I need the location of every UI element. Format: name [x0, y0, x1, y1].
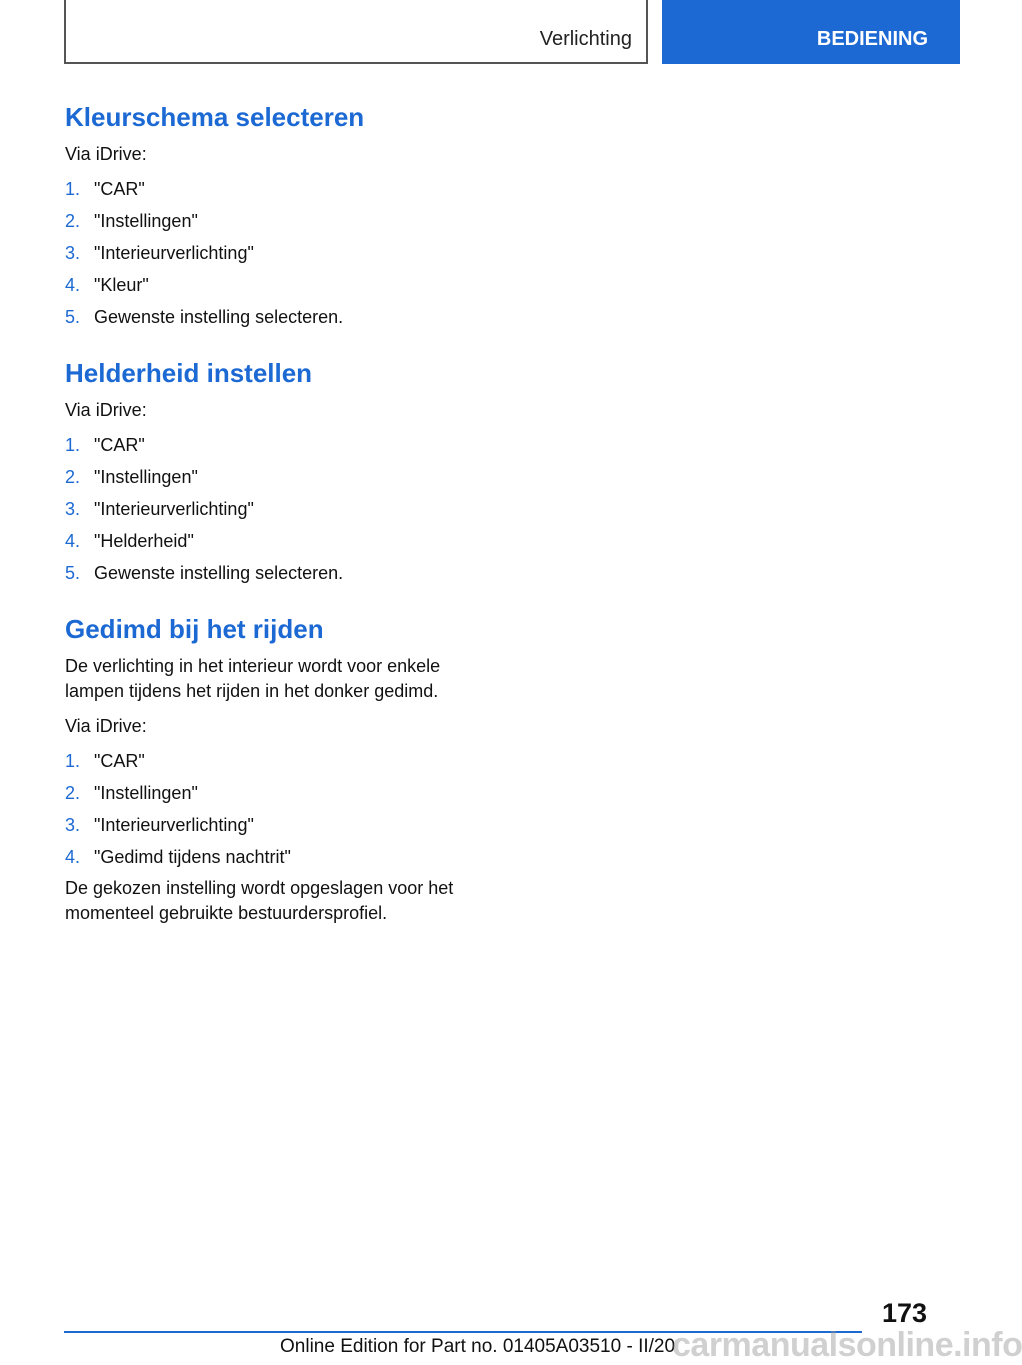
list-item [65, 305, 495, 330]
section-heading: Helderheid instellen [65, 358, 313, 388]
section-color-scheme [65, 100, 495, 330]
step-number: 4. [65, 531, 81, 551]
intro-text: Via iDrive: [65, 716, 147, 736]
section-heading: Kleurschema selecteren [65, 102, 365, 132]
step-list [65, 749, 495, 870]
step-text: "Instellingen" [94, 783, 198, 803]
list-item [65, 177, 495, 202]
step-number: 1. [65, 751, 81, 771]
step-number: 5. [65, 307, 81, 327]
chapter-tab[interactable]: BEDIENING [662, 0, 960, 64]
step-number: 4. [65, 847, 81, 867]
list-item [65, 749, 495, 774]
step-number: 3. [65, 815, 81, 835]
step-text: "Kleur" [94, 275, 149, 295]
intro-text: Via iDrive: [65, 144, 147, 164]
step-text: "CAR" [94, 179, 145, 199]
step-text: "CAR" [94, 435, 145, 455]
step-text: "Gedimd tijdens nachtrit" [94, 847, 291, 867]
list-item [65, 497, 495, 522]
step-number: 1. [65, 435, 81, 455]
list-item [65, 529, 495, 554]
section-heading: Gedimd bij het rijden [65, 614, 324, 644]
list-item [65, 433, 495, 458]
step-number: 1. [65, 179, 81, 199]
step-number: 4. [65, 275, 81, 295]
page-number: 173 [881, 1298, 927, 1328]
step-text: "Instellingen" [94, 467, 198, 487]
step-number: 2. [65, 211, 81, 231]
list-item [65, 845, 495, 870]
list-item [65, 209, 495, 234]
list-item [65, 781, 495, 806]
list-item [65, 561, 495, 586]
edition-text: Online Edition for Part no. 01405A03510 - II/20 [280, 1336, 676, 1357]
step-number: 2. [65, 783, 81, 803]
list-item [65, 241, 495, 266]
section-title: Verlichting [539, 28, 632, 50]
step-list [65, 177, 495, 330]
watermark-text: carmanualsonline.info [672, 1326, 1022, 1364]
step-text: "Interieurverlichting" [94, 243, 254, 263]
step-number: 5. [65, 563, 81, 583]
note-text: De gekozen instelling wordt opgeslagen voor het momenteel gebruikte bestuurdersprofiel. [65, 878, 454, 923]
intro-text: Via iDrive: [65, 400, 147, 420]
step-list [65, 433, 495, 586]
step-number: 2. [65, 467, 81, 487]
section-dimmed-driving [65, 612, 495, 926]
header-frame [64, 0, 648, 64]
step-text: "Helderheid" [94, 531, 194, 551]
page-content [65, 100, 495, 952]
section-brightness [65, 356, 495, 586]
list-item [65, 813, 495, 838]
step-text: Gewenste instelling selecteren. [94, 307, 344, 327]
description-text: De verlichting in het interieur wordt voor enkele lampen tijdens het rijden in het donker gedimd. [65, 656, 441, 701]
step-text: "Instellingen" [94, 211, 198, 231]
step-text: "Interieurverlichting" [94, 815, 254, 835]
list-item [65, 465, 495, 490]
step-text: "Interieurverlichting" [94, 499, 254, 519]
step-number: 3. [65, 243, 81, 263]
list-item [65, 273, 495, 298]
step-text: Gewenste instelling selecteren. [94, 563, 344, 583]
step-text: "CAR" [94, 751, 145, 771]
step-number: 3. [65, 499, 81, 519]
